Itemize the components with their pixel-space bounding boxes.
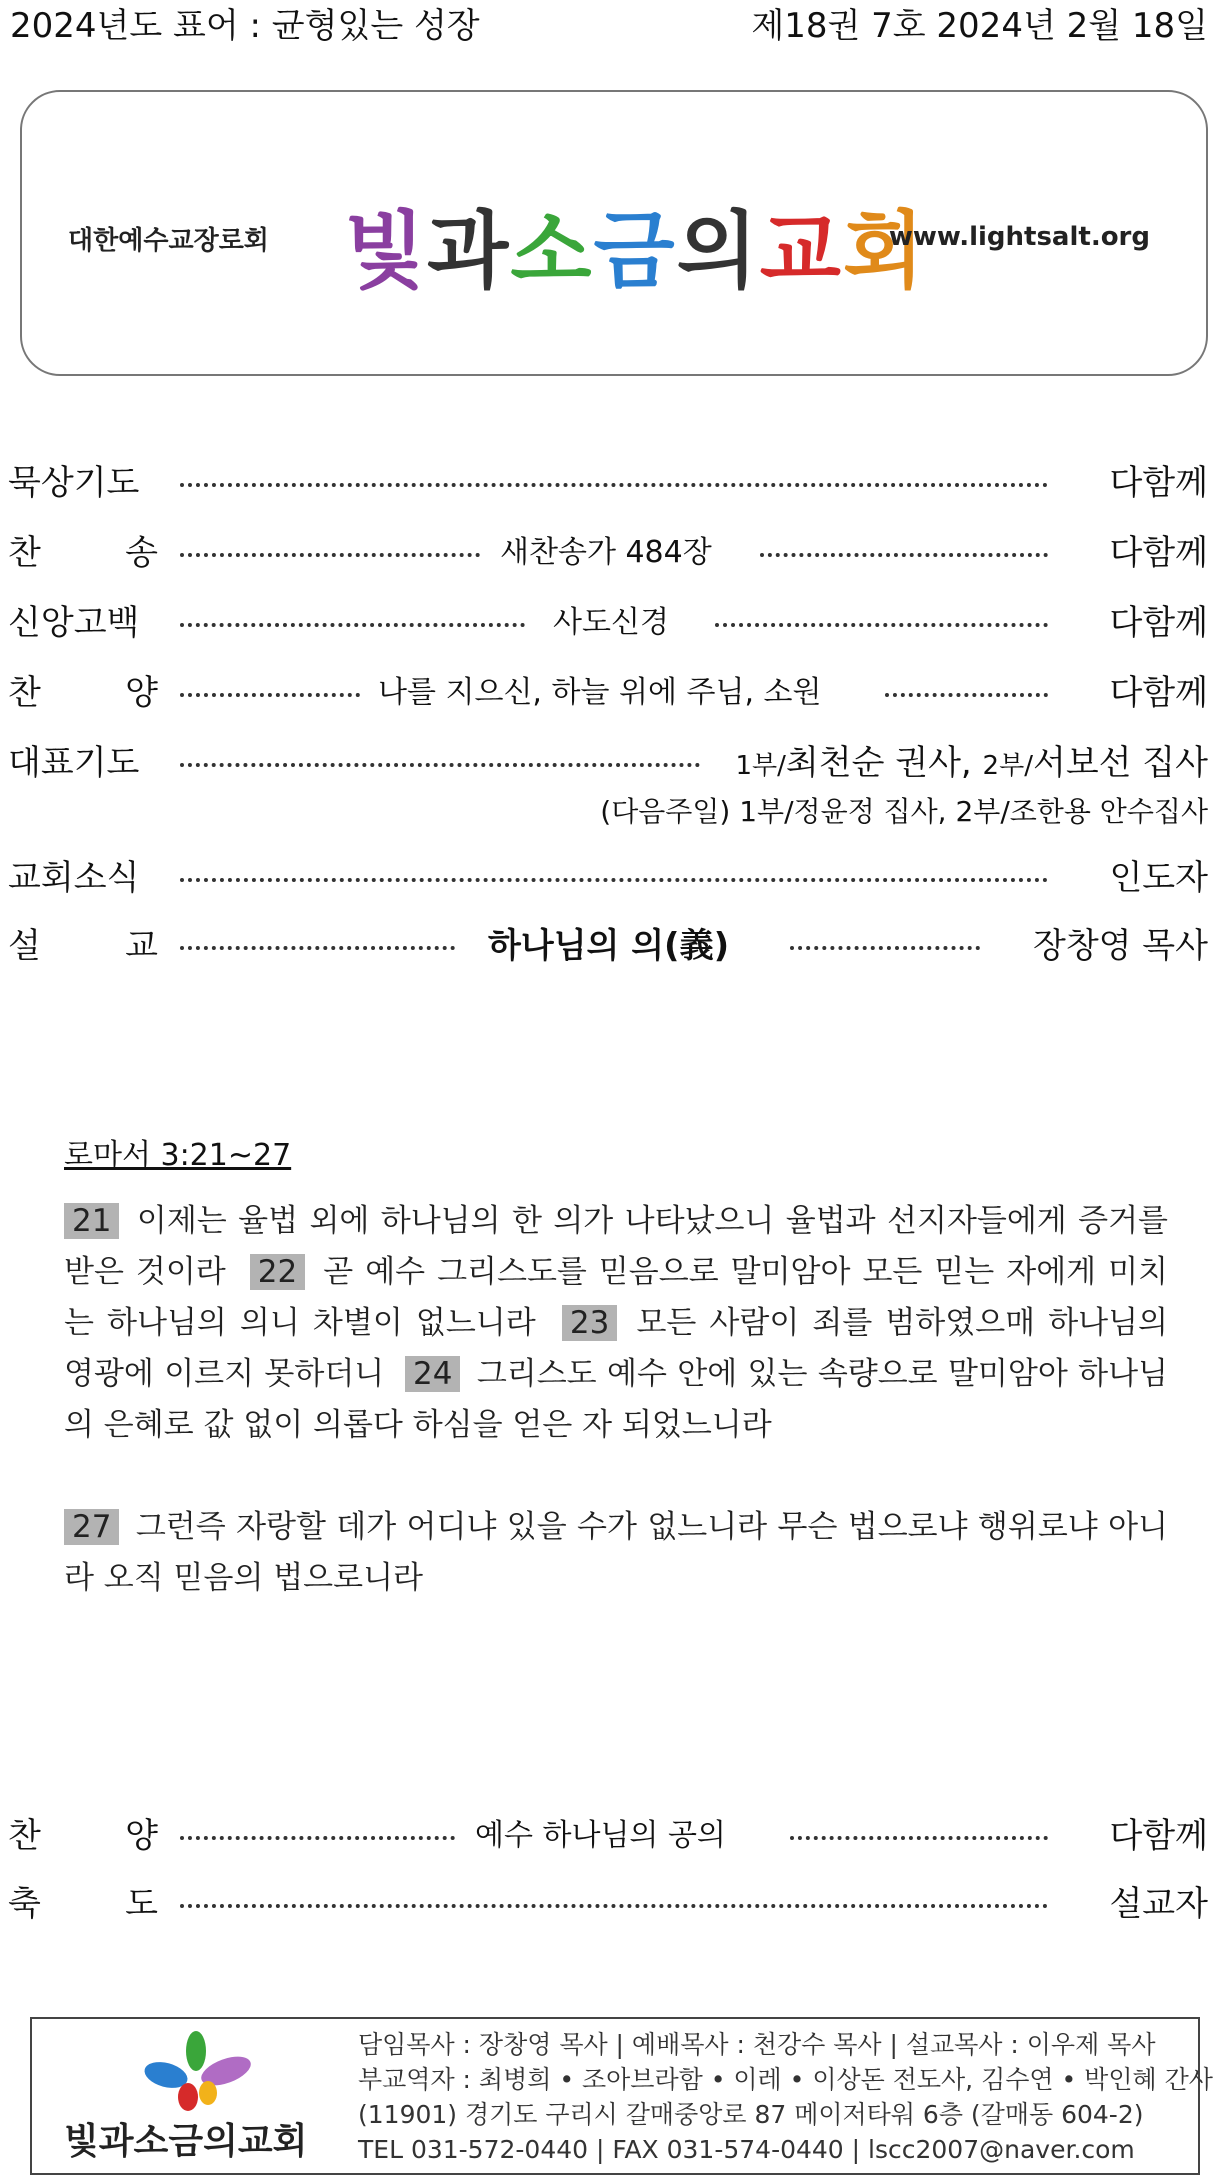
church-logo-text [344, 184, 926, 305]
logo-char: 빛 [344, 201, 428, 300]
dot-leader [715, 621, 1048, 627]
order-row-sermon [0, 918, 1218, 974]
order-row-praise [0, 665, 1218, 721]
order-leader-name: 다함께 [1109, 463, 1208, 503]
preacher-name: 장창영 목사 [1032, 926, 1208, 966]
dot-leader [180, 481, 1048, 487]
order-middle-text: 예수 하나님의 공의 [475, 1818, 726, 1853]
dot-leader [180, 761, 700, 767]
dot-leader [180, 691, 360, 697]
order-leader-name: 다함께 [1109, 603, 1208, 643]
dot-leader [180, 621, 525, 627]
scripture-paragraph [64, 1502, 1168, 1604]
scripture-passage [64, 1130, 1168, 1604]
order-leader-name: 1부/최천순 권사, 2부/서보선 집사 [735, 743, 1208, 783]
verse-number: 23 [562, 1305, 617, 1341]
order-row-hymn [0, 525, 1218, 581]
logo-char: 의 [676, 201, 760, 300]
verse-text: 그런즉 자랑할 데가 어디냐 있을 수가 없느니라 무슨 법으로냐 행위로냐 아니라 오직 믿음의 법으로니라 [64, 1509, 1168, 1596]
verse-number: 21 [64, 1203, 119, 1239]
order-label: 대표기도 [8, 743, 140, 783]
scripture-paragraph [64, 1196, 1168, 1451]
website-url[interactable]: www.lightsalt.org [888, 222, 1150, 252]
order-leader-name: 인도자 [1109, 858, 1208, 898]
verse-number: 24 [405, 1356, 460, 1392]
logo-char: 교 [759, 201, 843, 300]
verse-text: 모든 사람이 죄를 범하였으매 하나님의 영광에 이르지 못하더니 [64, 1305, 1168, 1392]
scripture-reference: 로마서 3:21~27 [64, 1138, 292, 1173]
order-leader-name: 다함께 [1109, 1816, 1208, 1856]
order-label: 교회소식 [8, 858, 140, 898]
order-row-creed [0, 595, 1218, 651]
sermon-title: 하나님의 의(義) [488, 926, 730, 966]
order-label: 축 도 [8, 1884, 158, 1924]
dot-leader [180, 944, 455, 950]
verse-text: 이제는 율법 외에 하나님의 한 의가 나타났으니 율법과 선지자들에게 증거를 받은 것이라 [64, 1203, 1168, 1290]
order-row-representative-prayer [0, 735, 1218, 791]
footer-address: (11901) 경기도 구리시 갈매중앙로 87 메이저타워 6층 (갈매동 604-2) [358, 2100, 1144, 2129]
order-label: 설 교 [8, 926, 158, 966]
order-row-closing-praise [0, 1808, 1218, 1864]
order-label: 찬 송 [8, 533, 158, 573]
church-footer [30, 2017, 1213, 2175]
dot-leader [180, 551, 480, 557]
logo-char: 소 [510, 201, 594, 300]
order-middle-text: 나를 지으신, 하늘 위에 주님, 소원 [378, 675, 822, 710]
order-leader-name: 다함께 [1109, 533, 1208, 573]
order-label: 찬 양 [8, 1816, 158, 1856]
verse-number: 22 [250, 1254, 305, 1290]
dot-leader [790, 944, 980, 950]
order-row-benediction [0, 1876, 1218, 1932]
denomination-name: 대한예수교장로회 [68, 226, 269, 256]
logo-char: 금 [593, 201, 677, 300]
footer-staff: 부교역자 : 최병희 • 조아브라함 • 이레 • 이상돈 전도사, 김수연 • 박인혜 간사 [358, 2065, 1213, 2094]
dot-leader [760, 551, 1048, 557]
dot-leader [885, 691, 1048, 697]
order-label: 묵상기도 [8, 463, 140, 503]
order-row-silent-prayer [0, 455, 1218, 511]
order-row-church-news [0, 850, 1218, 906]
order-label: 신앙고백 [8, 603, 140, 643]
verse-text: 그리스도 예수 안에 있는 속량으로 말미암아 하나님의 은혜로 값 없이 의롭다 하심을 얻은 자 되었느니라 [64, 1356, 1168, 1443]
verse-text: 곧 예수 그리스도를 믿음으로 말미암아 모든 믿는 자에게 미치는 하나님의 의니 차별이 없느니라 [64, 1254, 1168, 1341]
dot-leader [790, 1834, 1048, 1840]
footer-pastors: 담임목사 : 장창영 목사 | 예배목사 : 천강수 목사 | 설교목사 : 이우제 목사 [358, 2030, 1156, 2059]
issue-date: 제18권 7호 2024년 2월 18일 [751, 6, 1208, 46]
order-label: 찬 양 [8, 673, 158, 713]
order-middle-text: 새찬송가 484장 [500, 535, 712, 570]
logo-char: 과 [427, 201, 511, 300]
footer-info [358, 2027, 1213, 2167]
order-leader-name: 설교자 [1109, 1884, 1208, 1924]
verse-number: 27 [64, 1509, 119, 1545]
footer-contact: TEL 031-572-0440 | FAX 031-574-0440 | lscc2007@naver.com [358, 2135, 1135, 2164]
footer-church-name: 빛과소금의교회 [64, 2120, 308, 2162]
bulletin-header [0, 0, 1218, 56]
order-middle-text: 사도신경 [553, 605, 669, 640]
logo-char: 회 [842, 201, 927, 300]
dot-leader [180, 1834, 455, 1840]
church-flower-logo-icon [140, 2029, 260, 2119]
order-leader-name: 다함께 [1109, 673, 1208, 713]
year-motto: 2024년도 표어 : 균형있는 성장 [10, 6, 480, 46]
dot-leader [180, 876, 1048, 882]
dot-leader [180, 1902, 1048, 1908]
next-week-prayer: (다음주일) 1부/정윤정 집사, 2부/조한용 안수집사 [600, 795, 1208, 828]
church-banner [20, 90, 1208, 376]
